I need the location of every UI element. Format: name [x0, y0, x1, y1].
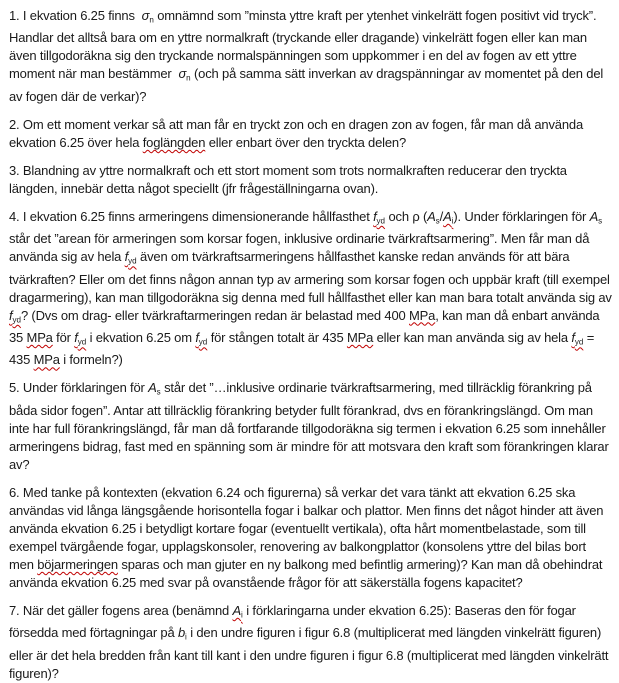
text-run: 6. Med tanke på kontexten (ekvation 6.24 och figurerna) så verkar det vara tänkt att ekvation 6.25 ska användas vid långa längsgående horisontella fogar i balkar och plattor. Men finns det något hinder att även använda ekvation 6.25 i betydligt kortare fogar (eventuellt vertikala), ofta hårt momentbelastade, som till exempel tvärgående fogar, upplagskonsoler, renovering av balkongplattor (konsolens yttre del bilas bort men	[9, 484, 604, 572]
misspelled-text-run: f	[9, 307, 13, 323]
text-run: i formeln?)	[59, 352, 123, 368]
text-run: ? (Dvs om drag- eller tvärkraftarmeringen redan är belastad med 400	[20, 307, 409, 323]
misspelled-text-run: yd	[574, 337, 584, 347]
misspelled-text-run: f	[195, 330, 199, 346]
misspelled-text-run: yd	[128, 256, 137, 266]
text-run: 3. Blandning av yttre normalkraft och ett stort moment som trots normalkraften reducerar den tryckta längden, innebär detta något speciellt (jfr frågeställningarna ovan).	[9, 162, 567, 196]
misspelled-text-run: i	[451, 216, 454, 226]
text-run: står det ”…inklusive ordinarie tvärkraftsarmering, med tillräcklig förankring på båda sidor fogen”. Antar att tillräcklig förankring betyder fullt förankrad, dvs en förankringslängd. Om man inte har full förankringslängd, får man då fortfarande tillgodoräkna sig termen i ekvation 6.25 som innehåller armeringens bidrag, fast med en spänning som är mindre för att motsvara den kraft som förankringen klarar av?	[9, 380, 609, 472]
misspelled-text-run: f	[571, 330, 575, 346]
text-run: sparas och man gjuter en ny balkong med befintlig armering)? Kan man då obehindrat använda ekvation 6.25 med svar på ovanstående frågor för att säkerställa fogens kapacitet?	[9, 556, 603, 590]
question-7	[9, 602, 613, 683]
text-run: n	[149, 15, 154, 25]
question-2	[9, 116, 613, 152]
misspelled-text-run: A	[443, 208, 452, 224]
text-run: i förklaringarna under ekvation 6.25): Baseras den för fogar försedda med förtagningar på	[9, 602, 576, 641]
text-run: , kan man då enbart använda 35	[9, 307, 600, 346]
misspelled-text-run: yd	[198, 337, 208, 347]
misspelled-text-run: MPa	[346, 330, 374, 346]
text-run: även om tvärkraftsarmeringens hållfasthet kanske redan används för att bära tvärkraften? Eller om det finns någon annan typ av armering som korsar fogen och uppbär kraft (till exempel dragarmering), kan man tillgodoräkna sig denna med full hållfasthet eller kan man bara totalt använda sig av	[9, 249, 612, 305]
misspelled-text-run: böjarmeringen	[37, 556, 118, 572]
text-run: s	[598, 216, 603, 226]
question-4	[9, 208, 613, 370]
misspelled-text-run: MPa	[26, 330, 53, 346]
text-run: i den undre figuren i figur 6.8 (multiplicerat med längden vinkelrätt figuren) eller är det hela bredden från kant till kant i den undre figuren i figur 6.8 (multiplicerat med längden vinkelrätt figuren)?	[9, 625, 609, 681]
misspelled-text-run: yd	[376, 216, 386, 226]
misspelled-text-run: foglängden	[142, 134, 206, 150]
text-run: s	[435, 216, 440, 226]
misspelled-text-run: i	[241, 610, 243, 620]
text-run: 1. I ekvation 6.25 finns	[9, 8, 142, 23]
question-3	[9, 162, 613, 198]
text-run: ). Under förklaringen för	[453, 208, 590, 224]
question-1	[9, 7, 613, 106]
text-run: och ρ (	[385, 208, 428, 224]
text-run: omnämnd som ”minsta yttre kraft per ytenhet vinkelrätt fogen positivt vid tryck”. Handlar det alltså bara om en yttre normalkraft (tryckande eller dragande) vinkelrätt fogen eller kan man även tillgodoräkna sig den tryckande normalspänningen som uppkommer i en del av fogen av ett yttre moment när man bestämmer	[9, 8, 597, 82]
text-run: A	[589, 208, 599, 224]
text-run: /	[439, 208, 444, 224]
misspelled-text-run: MPa	[33, 352, 60, 368]
misspelled-text-run: yd	[12, 315, 21, 325]
text-run: (och på samma sätt inverkan av dragspänningar av momentet på den del av fogen där de verkar)?	[9, 66, 604, 104]
misspelled-text-run: f	[74, 330, 78, 346]
misspelled-text-run: f	[373, 208, 377, 224]
text-run: står det ”arean för armeringen som korsar fogen, inklusive ordinarie tvärkraftsarmering”. Men får man då använda sig av hela	[9, 231, 590, 265]
text-run: s	[156, 387, 161, 397]
text-run: eller enbart över den tryckta delen?	[205, 134, 407, 150]
misspelled-text-run: f	[124, 249, 129, 265]
text-run: 5. Under förklaringen för	[9, 380, 149, 396]
text-run: σ	[178, 66, 187, 82]
misspelled-text-run: yd	[77, 337, 87, 347]
text-run: b	[177, 625, 186, 641]
misspelled-text-run: MPa	[409, 307, 436, 323]
text-run: A	[148, 380, 157, 396]
text-run: 7. När det gäller fogens area (benämnd	[9, 602, 233, 618]
text-run: = 435	[9, 330, 595, 368]
text-run: n	[186, 73, 191, 83]
text-run: σ	[141, 8, 150, 23]
question-5	[9, 379, 613, 473]
text-run: för stången totalt är 435	[207, 330, 347, 346]
text-run: i	[185, 632, 187, 642]
text-run: A	[427, 208, 436, 224]
text-run: eller kan man använda sig av hela	[373, 330, 572, 346]
misspelled-text-run: A	[232, 602, 242, 618]
text-run: 4. I ekvation 6.25 finns armeringens dimensionerande hållfasthet	[9, 208, 374, 224]
question-6	[9, 484, 613, 592]
text-run: 2. Om ett moment verkar så att man får en tryckt zon och en dragen zon av fogen, får man då använda ekvation 6.25 över hela	[9, 116, 583, 150]
text-run: för	[52, 330, 75, 346]
text-run: i ekvation 6.25 om	[86, 330, 196, 346]
